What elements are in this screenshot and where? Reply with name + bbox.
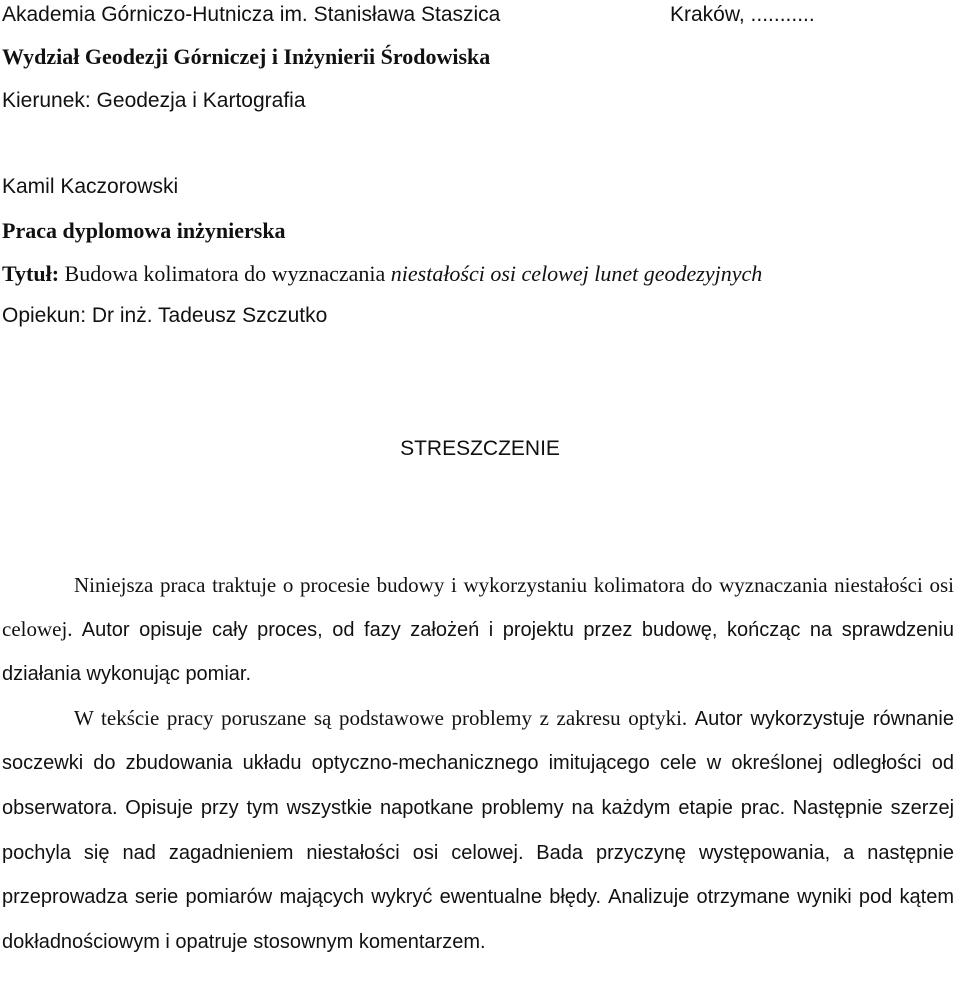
faculty-name: Wydział Geodezji Górniczej i Inżynierii Środowiska [2,44,491,69]
abstract-heading: STRESZCZENIE [400,437,560,460]
author-name: Kamil Kaczorowski [2,175,179,198]
thesis-title [2,261,762,287]
abstract-paragraph-2 [2,697,954,965]
abstract-p2-sans-d: Bada przyczynę występowania, a następnie przeprowadza serie pomiarów mających wykryć ewentualne błędy. [2,841,954,909]
abstract-p1-sans: Autor opisuje cały proces, od fazy założeń i projektu przez budowę, kończąc na sprawdzeniu działania wykonując pomiar. [2,618,954,686]
city-date: Kraków, ........... [670,3,815,26]
field-of-study: Kierunek: Geodezja i Kartografia [2,89,306,112]
abstract-p2-sans-c: Następnie szerzej pochyla się nad zagadnieniem niestałości osi celowej. [2,796,955,864]
supervisor-name: Tadeusz Szczutko [158,304,328,327]
abstract-p2-serif: W tekście pracy poruszane są podstawowe problemy z zakresu optyki. [74,705,688,730]
university-name: Akademia Górniczo-Hutnicza im. Stanisława Staszica [2,3,501,26]
thesis-title-regular: Budowa kolimatora do wyznaczania [64,261,386,286]
abstract-p1-serif: Niniejsza praca traktuje o procesie budowy i wykorzystaniu kolimatora do wyznaczania niestałości osi celowej. [2,573,954,641]
abstract-paragraph-1 [2,564,954,697]
supervisor [2,303,327,329]
supervisor-prefix: Opiekun: Dr inż. [2,304,153,327]
abstract-body [2,564,954,964]
thesis-type: Praca dyplomowa inżynierska [2,218,286,243]
thesis-title-italic: niestałości osi celowej lunet geodezyjnych [390,261,763,286]
thesis-title-label: Tytuł: [2,261,60,286]
abstract-p2-sans-b: Opisuje przy tym wszystkie napotkane problemy na każdym etapie prac. [125,796,786,819]
abstract-p2-sans-a: Autor wykorzystuje równanie soczewki do zbudowania układu optyczno-mechanicznego imitującego cele w określonej odległości od obserwatora. [2,707,954,819]
abstract-p2-sans-e: Analizuje otrzymane wyniki pod kątem dokładnościowym i opatruje stosownym komentarzem. [2,886,955,953]
